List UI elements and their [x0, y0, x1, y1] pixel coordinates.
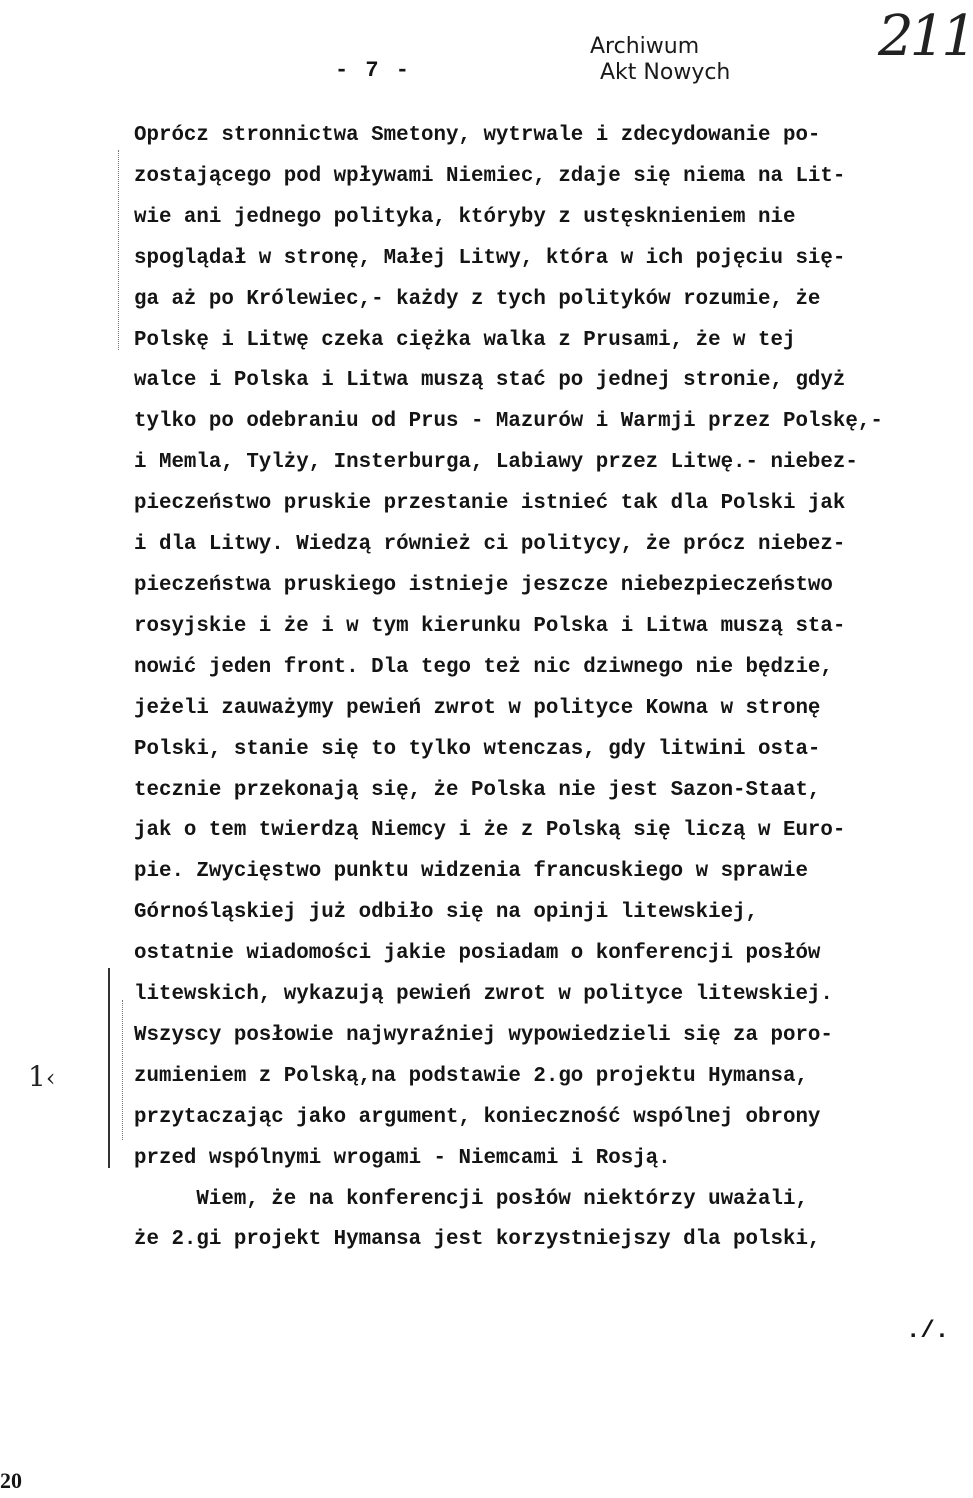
- text-line: przytaczając jako argument, konieczność wspólnej obrony: [134, 1105, 821, 1129]
- text-line: pie. Zwycięstwo punktu widzenia francuskiego w sprawie: [134, 860, 808, 884]
- text-line: pieczeństwo pruskie przestanie istnieć tak dla Polski jak: [134, 492, 846, 516]
- margin-dotted-lower: [122, 1000, 123, 1140]
- archive-stamp: [590, 34, 730, 86]
- folio-number: 211: [878, 4, 973, 69]
- text-line: przed wspólnymi wrogami - Niemcami i Rosją.: [134, 1146, 671, 1170]
- text-line: Oprócz stronnictwa Smetony, wytrwale i zdecydowanie po-: [134, 124, 821, 147]
- text-line: jeżeli zauważymy pewień zwrot w polityce Kowna w stronę: [134, 696, 821, 720]
- text-line: zumieniem z Polską,na podstawie 2.go projektu Hymansa,: [134, 1064, 808, 1088]
- continuation-mark: ./.: [906, 1318, 950, 1345]
- text-line: jak o tem twierdzą Niemcy i że z Polską się liczą w Euro-: [134, 819, 846, 843]
- text-line: walce i Polska i Litwa muszą stać po jednej stronie, gdyż: [134, 369, 846, 393]
- text-line: ga aż po Królewiec,- każdy z tych polityków rozumie, że: [134, 287, 821, 311]
- stamp-line-archiwum: Archiwum: [590, 34, 700, 59]
- text-line: nowić jeden front. Dla tego też nic dziwnego nie będzie,: [134, 655, 833, 679]
- text-line: Polskę i Litwę czeka ciężka walka z Prusami, że w tej: [134, 328, 796, 352]
- text-line: tecznie przekonają się, że Polska nie jest Sazon-Staat,: [134, 778, 821, 802]
- text-line: tylko po odebraniu od Prus - Mazurów i Warmji przez Polskę,-: [134, 410, 883, 434]
- archive-page-number: 20: [0, 1468, 22, 1493]
- text-line: i dla Litwy. Wiedzą również ci politycy, że prócz niebez-: [134, 533, 846, 557]
- text-line: spoglądał w stronę, Małej Litwy, która w ich pojęciu się-: [134, 246, 846, 270]
- text-line: Górnośląskiej już odbiło się na opinji litewskiej,: [134, 901, 759, 925]
- margin-bracket-lower: [108, 968, 110, 1168]
- page-number: - 7 -: [335, 58, 412, 83]
- text-line: Wiem, że na konferencji posłów niektórzy uważali,: [134, 1187, 808, 1211]
- text-line: że 2.gi projekt Hymansa jest korzystniejszy dla polski,: [134, 1228, 821, 1252]
- margin-note-text: 1: [28, 1060, 46, 1093]
- body-text: [134, 116, 960, 1261]
- text-line: litewskich, wykazują pewień zwrot w polityce litewskiej.: [134, 983, 833, 1007]
- text-line: zostającego pod wpływami Niemiec, zdaje się niema na Lit-: [134, 164, 846, 188]
- stamp-line-akt-nowych: Akt Nowych: [600, 60, 731, 85]
- text-line: rosyjskie i że i w tym kierunku Polska i Litwa muszą sta-: [134, 614, 846, 638]
- margin-note-tick: ‹: [45, 1064, 56, 1092]
- text-line: i Memla, Tylży, Insterburga, Labiawy przez Litwę.- niebez-: [134, 451, 858, 475]
- margin-line-upper: [118, 150, 119, 350]
- text-line: ostatnie wiadomości jakie posiadam o konferencji posłów: [134, 942, 821, 966]
- text-line: pieczeństwa pruskiego istnieje jeszcze niebezpieczeństwo: [134, 573, 833, 597]
- text-line: Polski, stanie się to tylko wtenczas, gdy litwini osta-: [134, 737, 821, 761]
- text-line: wie ani jednego polityka, któryby z ustęsknieniem nie: [134, 205, 796, 229]
- text-line: Wszyscy posłowie najwyraźniej wypowiedzieli się za poro-: [134, 1023, 833, 1047]
- margin-note: [28, 1062, 55, 1093]
